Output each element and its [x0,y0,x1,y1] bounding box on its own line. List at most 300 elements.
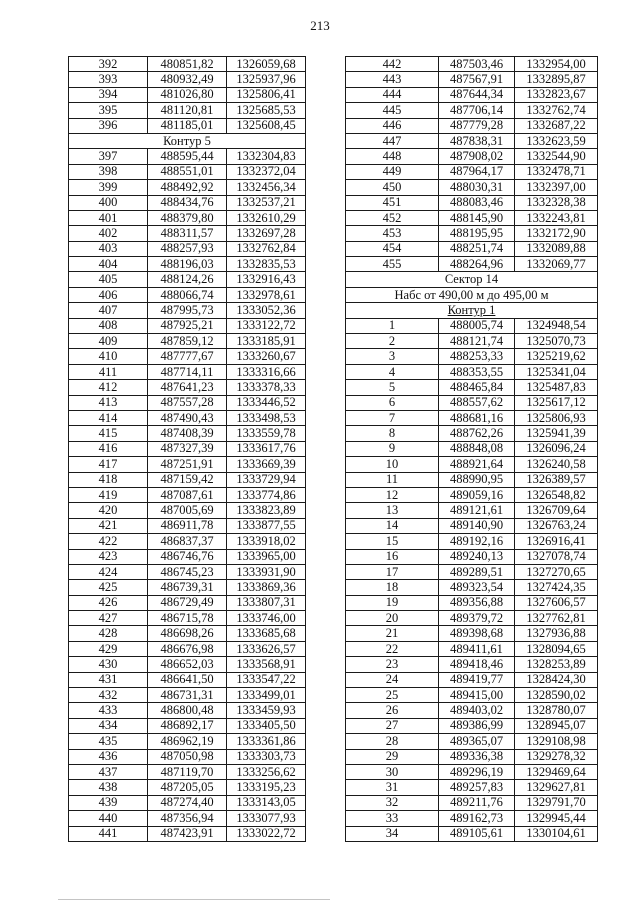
section-heading-cell [346,272,598,287]
point-number-cell: 21 [346,626,439,641]
coordinate-row [346,487,598,502]
point-number-cell: 425 [69,580,148,595]
coordinate-row [346,688,598,703]
coordinate-row [346,57,598,72]
coordinate-row [346,195,598,210]
y-coordinate-cell: 1327424,35 [515,580,598,595]
coordinate-row [346,241,598,256]
point-number-cell: 440 [69,811,148,826]
x-coordinate-cell: 488124,26 [148,272,227,287]
point-number-cell: 25 [346,688,439,703]
coordinates-table-right [345,56,598,842]
x-coordinate-cell: 488557,62 [439,395,515,410]
coordinate-row [346,641,598,656]
coordinate-row [69,395,306,410]
x-coordinate-cell: 488434,76 [148,195,227,210]
x-coordinate-cell: 489379,72 [439,611,515,626]
coordinate-row [346,318,598,333]
x-coordinate-cell: 487641,23 [148,380,227,395]
coordinate-row [346,734,598,749]
x-coordinate-cell: 488005,74 [439,318,515,333]
y-coordinate-cell: 1332762,74 [515,103,598,118]
y-coordinate-cell: 1332978,61 [227,287,306,302]
point-number-cell: 405 [69,272,148,287]
point-number-cell: 12 [346,487,439,502]
coordinate-row [346,257,598,272]
point-number-cell: 454 [346,241,439,256]
x-coordinate-cell: 487557,28 [148,395,227,410]
y-coordinate-cell: 1332478,71 [515,164,598,179]
point-number-cell: 9 [346,441,439,456]
y-coordinate-cell: 1332456,34 [227,180,306,195]
point-number-cell: 412 [69,380,148,395]
point-number-cell: 444 [346,87,439,102]
point-number-cell: 393 [69,72,148,87]
point-number-cell: 10 [346,457,439,472]
section-heading-row [346,272,598,287]
point-number-cell: 396 [69,118,148,133]
coordinate-row [69,226,306,241]
y-coordinate-cell: 1327270,65 [515,564,598,579]
section-heading-cell [346,287,598,302]
y-coordinate-cell: 1333559,78 [227,426,306,441]
y-coordinate-cell: 1333499,01 [227,688,306,703]
x-coordinate-cell: 487119,70 [148,764,227,779]
point-number-cell: 14 [346,518,439,533]
y-coordinate-cell: 1326548,82 [515,487,598,502]
coordinate-row [346,811,598,826]
x-coordinate-cell: 481026,80 [148,87,227,102]
y-coordinate-cell: 1333877,55 [227,518,306,533]
coordinate-row [346,395,598,410]
x-coordinate-cell: 489365,07 [439,734,515,749]
x-coordinate-cell: 487644,34 [439,87,515,102]
x-coordinate-cell: 487777,67 [148,349,227,364]
y-coordinate-cell: 1325608,45 [227,118,306,133]
point-number-cell: 29 [346,749,439,764]
coordinate-row [346,657,598,672]
y-coordinate-cell: 1325937,96 [227,72,306,87]
coordinate-row [346,457,598,472]
coordinate-row [346,534,598,549]
coordinate-row [346,380,598,395]
x-coordinate-cell: 486837,37 [148,534,227,549]
y-coordinate-cell: 1326763,24 [515,518,598,533]
y-coordinate-cell: 1329469,64 [515,764,598,779]
point-number-cell: 1 [346,318,439,333]
coordinate-row [346,780,598,795]
point-number-cell: 433 [69,703,148,718]
coordinate-row [69,672,306,687]
coordinate-row [69,811,306,826]
x-coordinate-cell: 488030,31 [439,180,515,195]
point-number-cell: 414 [69,410,148,425]
x-coordinate-cell: 486739,31 [148,580,227,595]
x-coordinate-cell: 489336,38 [439,749,515,764]
x-coordinate-cell: 487714,11 [148,364,227,379]
section-heading-text: Набс от 490,00 м до 495,00 м [394,287,549,302]
y-coordinate-cell: 1333729,94 [227,472,306,487]
coordinate-row [346,595,598,610]
point-number-cell: 429 [69,641,148,656]
x-coordinate-cell: 488066,74 [148,287,227,302]
point-number-cell: 33 [346,811,439,826]
coordinates-table-left-body [69,57,306,842]
x-coordinate-cell: 489418,46 [439,657,515,672]
x-coordinate-cell: 486641,50 [148,672,227,687]
y-coordinate-cell: 1333122,72 [227,318,306,333]
y-coordinate-cell: 1333617,76 [227,441,306,456]
x-coordinate-cell: 488083,46 [439,195,515,210]
y-coordinate-cell: 1332916,43 [227,272,306,287]
point-number-cell: 5 [346,380,439,395]
coordinate-row [346,133,598,148]
x-coordinate-cell: 488465,84 [439,380,515,395]
y-coordinate-cell: 1332372,04 [227,164,306,179]
coordinate-row [69,195,306,210]
coordinate-row [69,57,306,72]
coordinate-row [69,564,306,579]
coordinate-row [346,364,598,379]
y-coordinate-cell: 1328424,30 [515,672,598,687]
x-coordinate-cell: 487356,94 [148,811,227,826]
x-coordinate-cell: 488195,95 [439,226,515,241]
coordinate-row [346,72,598,87]
x-coordinate-cell: 488551,01 [148,164,227,179]
point-number-cell: 18 [346,580,439,595]
coordinate-row [346,826,598,841]
point-number-cell: 8 [346,426,439,441]
coordinate-row [69,257,306,272]
y-coordinate-cell: 1332697,28 [227,226,306,241]
x-coordinate-cell: 486800,48 [148,703,227,718]
coordinate-row [346,349,598,364]
y-coordinate-cell: 1333052,36 [227,303,306,318]
point-number-cell: 415 [69,426,148,441]
y-coordinate-cell: 1333807,31 [227,595,306,610]
point-number-cell: 427 [69,611,148,626]
point-number-cell: 449 [346,164,439,179]
x-coordinate-cell: 488145,90 [439,210,515,225]
coordinate-row [346,210,598,225]
y-coordinate-cell: 1328253,89 [515,657,598,672]
point-number-cell: 26 [346,703,439,718]
coordinate-row [69,580,306,595]
scan-edge-line [58,899,330,900]
point-number-cell: 406 [69,287,148,302]
y-coordinate-cell: 1333316,66 [227,364,306,379]
y-coordinate-cell: 1333185,91 [227,334,306,349]
coordinate-row [69,764,306,779]
x-coordinate-cell: 489419,77 [439,672,515,687]
y-coordinate-cell: 1333077,93 [227,811,306,826]
point-number-cell: 441 [69,826,148,841]
coordinate-row [69,118,306,133]
x-coordinate-cell: 489356,88 [439,595,515,610]
y-coordinate-cell: 1333823,89 [227,503,306,518]
x-coordinate-cell: 486729,49 [148,595,227,610]
y-coordinate-cell: 1333965,00 [227,549,306,564]
y-coordinate-cell: 1333669,39 [227,457,306,472]
point-number-cell: 422 [69,534,148,549]
point-number-cell: 417 [69,457,148,472]
coordinate-row [69,826,306,841]
y-coordinate-cell: 1326059,68 [227,57,306,72]
coordinate-row [346,703,598,718]
coordinate-row [69,334,306,349]
point-number-cell: 450 [346,180,439,195]
coordinate-row [69,734,306,749]
y-coordinate-cell: 1332895,87 [515,72,598,87]
x-coordinate-cell: 487087,61 [148,487,227,502]
x-coordinate-cell: 488595,44 [148,149,227,164]
point-number-cell: 407 [69,303,148,318]
coordinate-row [346,180,598,195]
coordinate-row [346,410,598,425]
y-coordinate-cell: 1329945,44 [515,811,598,826]
y-coordinate-cell: 1326240,58 [515,457,598,472]
y-coordinate-cell: 1333685,68 [227,626,306,641]
x-coordinate-cell: 486911,78 [148,518,227,533]
coordinate-row [69,626,306,641]
x-coordinate-cell: 487490,43 [148,410,227,425]
y-coordinate-cell: 1333626,57 [227,641,306,656]
x-coordinate-cell: 488379,80 [148,210,227,225]
coordinate-row [69,595,306,610]
point-number-cell: 419 [69,487,148,502]
coordinate-row [69,72,306,87]
x-coordinate-cell: 489257,83 [439,780,515,795]
y-coordinate-cell: 1326096,24 [515,441,598,456]
point-number-cell: 421 [69,518,148,533]
point-number-cell: 432 [69,688,148,703]
y-coordinate-cell: 1328590,02 [515,688,598,703]
point-number-cell: 394 [69,87,148,102]
x-coordinate-cell: 487251,91 [148,457,227,472]
coordinate-row [69,87,306,102]
y-coordinate-cell: 1326709,64 [515,503,598,518]
y-coordinate-cell: 1329278,32 [515,749,598,764]
y-coordinate-cell: 1329108,98 [515,734,598,749]
point-number-cell: 428 [69,626,148,641]
coordinate-row [69,703,306,718]
point-number-cell: 448 [346,149,439,164]
y-coordinate-cell: 1333774,86 [227,487,306,502]
coordinate-row [69,149,306,164]
y-coordinate-cell: 1327606,57 [515,595,598,610]
x-coordinate-cell: 486715,78 [148,611,227,626]
y-coordinate-cell: 1326389,57 [515,472,598,487]
y-coordinate-cell: 1332623,59 [515,133,598,148]
point-number-cell: 404 [69,257,148,272]
point-number-cell: 392 [69,57,148,72]
x-coordinate-cell: 489240,13 [439,549,515,564]
point-number-cell: 3 [346,349,439,364]
point-number-cell: 439 [69,795,148,810]
x-coordinate-cell: 488253,33 [439,349,515,364]
x-coordinate-cell: 486892,17 [148,718,227,733]
x-coordinate-cell: 487964,17 [439,164,515,179]
point-number-cell: 395 [69,103,148,118]
coordinate-row [69,210,306,225]
x-coordinate-cell: 488311,57 [148,226,227,241]
point-number-cell: 408 [69,318,148,333]
x-coordinate-cell: 489192,16 [439,534,515,549]
point-number-cell: 6 [346,395,439,410]
coordinate-row [69,657,306,672]
y-coordinate-cell: 1333746,00 [227,611,306,626]
y-coordinate-cell: 1329791,70 [515,795,598,810]
x-coordinate-cell: 487838,31 [439,133,515,148]
y-coordinate-cell: 1332687,22 [515,118,598,133]
coordinate-row [346,764,598,779]
x-coordinate-cell: 487327,39 [148,441,227,456]
coordinate-row [69,457,306,472]
x-coordinate-cell: 480851,82 [148,57,227,72]
point-number-cell: 19 [346,595,439,610]
y-coordinate-cell: 1325070,73 [515,334,598,349]
coordinate-row [69,426,306,441]
y-coordinate-cell: 1325806,93 [515,410,598,425]
y-coordinate-cell: 1325685,53 [227,103,306,118]
y-coordinate-cell: 1326916,41 [515,534,598,549]
coordinate-row [69,349,306,364]
y-coordinate-cell: 1330104,61 [515,826,598,841]
x-coordinate-cell: 487005,69 [148,503,227,518]
coordinate-row [69,364,306,379]
y-coordinate-cell: 1333869,36 [227,580,306,595]
point-number-cell: 430 [69,657,148,672]
y-coordinate-cell: 1332835,53 [227,257,306,272]
point-number-cell: 453 [346,226,439,241]
coordinate-row [346,611,598,626]
section-heading-text: Контур 5 [163,133,211,148]
coordinate-row [69,410,306,425]
point-number-cell: 423 [69,549,148,564]
point-number-cell: 403 [69,241,148,256]
page-number: 213 [310,18,330,33]
x-coordinate-cell: 487995,73 [148,303,227,318]
coordinate-row [69,103,306,118]
x-coordinate-cell: 488251,74 [439,241,515,256]
coordinates-table-right-body [346,57,598,842]
point-number-cell: 451 [346,195,439,210]
x-coordinate-cell: 488264,96 [439,257,515,272]
y-coordinate-cell: 1333361,86 [227,734,306,749]
point-number-cell: 424 [69,564,148,579]
y-coordinate-cell: 1325617,12 [515,395,598,410]
x-coordinate-cell: 486746,76 [148,549,227,564]
point-number-cell: 397 [69,149,148,164]
coordinate-row [69,303,306,318]
x-coordinate-cell: 487050,98 [148,749,227,764]
point-number-cell: 4 [346,364,439,379]
point-number-cell: 13 [346,503,439,518]
point-number-cell: 445 [346,103,439,118]
x-coordinate-cell: 489211,76 [439,795,515,810]
x-coordinate-cell: 489403,02 [439,703,515,718]
coordinate-row [346,334,598,349]
y-coordinate-cell: 1332954,00 [515,57,598,72]
section-heading-row [346,303,598,318]
point-number-cell: 15 [346,534,439,549]
point-number-cell: 426 [69,595,148,610]
coordinate-row [346,149,598,164]
y-coordinate-cell: 1332537,21 [227,195,306,210]
y-coordinate-cell: 1325941,39 [515,426,598,441]
point-number-cell: 34 [346,826,439,841]
coordinate-row [346,749,598,764]
coordinate-row [69,795,306,810]
y-coordinate-cell: 1333256,62 [227,764,306,779]
x-coordinate-cell: 486745,23 [148,564,227,579]
x-coordinate-cell: 488196,03 [148,257,227,272]
y-coordinate-cell: 1332172,90 [515,226,598,241]
x-coordinate-cell: 486698,26 [148,626,227,641]
coordinate-row [69,241,306,256]
coordinates-table-left [68,56,306,842]
y-coordinate-cell: 1333568,91 [227,657,306,672]
point-number-cell: 416 [69,441,148,456]
point-number-cell: 28 [346,734,439,749]
point-number-cell: 418 [69,472,148,487]
y-coordinate-cell: 1333498,53 [227,410,306,425]
coordinate-row [346,103,598,118]
point-number-cell: 442 [346,57,439,72]
x-coordinate-cell: 488990,95 [439,472,515,487]
coordinate-row [346,472,598,487]
section-heading-text: Контур 1 [447,302,496,317]
point-number-cell: 411 [69,364,148,379]
point-number-cell: 410 [69,349,148,364]
coordinate-row [346,580,598,595]
point-number-cell: 434 [69,718,148,733]
y-coordinate-cell: 1329627,81 [515,780,598,795]
coordinate-row [69,549,306,564]
coordinate-row [69,718,306,733]
x-coordinate-cell: 489059,16 [439,487,515,502]
x-coordinate-cell: 487859,12 [148,334,227,349]
coordinate-row [346,226,598,241]
y-coordinate-cell: 1328094,65 [515,641,598,656]
point-number-cell: 7 [346,410,439,425]
point-number-cell: 447 [346,133,439,148]
coordinate-row [69,272,306,287]
x-coordinate-cell: 487159,42 [148,472,227,487]
coordinate-row [69,287,306,302]
x-coordinate-cell: 487567,91 [439,72,515,87]
y-coordinate-cell: 1332328,38 [515,195,598,210]
point-number-cell: 11 [346,472,439,487]
point-number-cell: 401 [69,210,148,225]
y-coordinate-cell: 1327078,74 [515,549,598,564]
y-coordinate-cell: 1333378,33 [227,380,306,395]
coordinate-row [346,549,598,564]
x-coordinate-cell: 488921,64 [439,457,515,472]
x-coordinate-cell: 489162,73 [439,811,515,826]
point-number-cell: 2 [346,334,439,349]
x-coordinate-cell: 487274,40 [148,795,227,810]
y-coordinate-cell: 1333260,67 [227,349,306,364]
coordinate-row [346,672,598,687]
point-number-cell: 24 [346,672,439,687]
y-coordinate-cell: 1333195,23 [227,780,306,795]
y-coordinate-cell: 1332397,00 [515,180,598,195]
x-coordinate-cell: 480932,49 [148,72,227,87]
coordinate-row [69,164,306,179]
point-number-cell: 16 [346,549,439,564]
y-coordinate-cell: 1332089,88 [515,241,598,256]
